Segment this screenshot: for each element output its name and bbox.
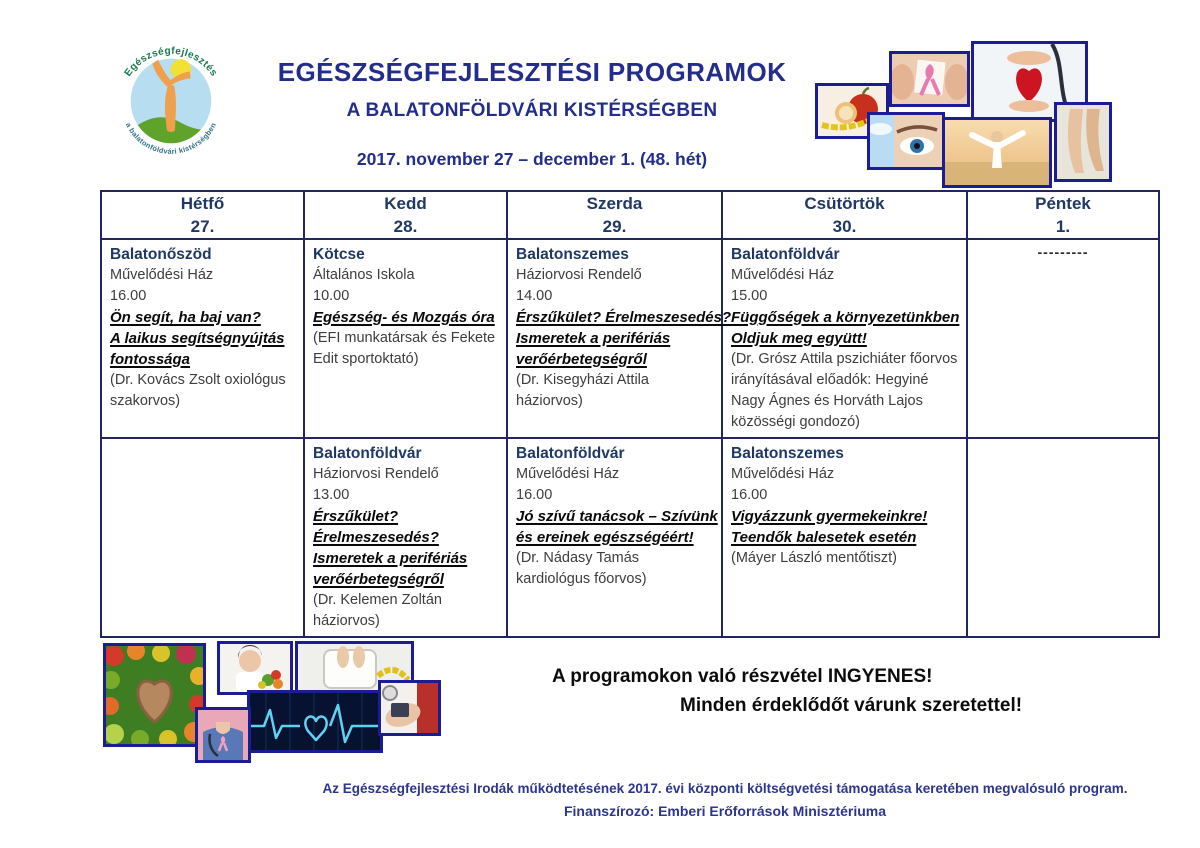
photo-blue-eye-icon <box>867 112 945 170</box>
photo-blood-pressure-icon <box>378 680 441 736</box>
title-block <box>232 57 832 170</box>
program-title-line: Egészség- és Mozgás óra <box>313 309 495 326</box>
program-title-line: Vigyázzunk gyermekeinkre! <box>731 508 928 525</box>
program-cell-tue-1 <box>304 239 507 438</box>
program-city: Kötcse <box>313 246 365 263</box>
program-cell-mon-1 <box>101 239 304 438</box>
col-header-tuesday: Kedd 28. <box>304 191 507 239</box>
program-title-line: Érszűkület? Érelmeszesedés? <box>516 309 732 326</box>
program-venue: Háziorvosi Rendelő <box>313 466 439 482</box>
health-promotion-logo <box>112 40 230 158</box>
program-title-line: Teendők balesetek esetén <box>731 529 917 546</box>
program-venue: Általános Iskola <box>313 267 415 283</box>
program-title-line: A laikus segítségnyújtás <box>110 330 285 347</box>
footer <box>250 781 1200 819</box>
financer-note: Finanszírozó: Emberi Erőforrások Minisztériuma <box>563 803 887 819</box>
program-presenter: (EFI munkatársak és Fekete Edit sportoktató) <box>313 330 496 367</box>
program-cell-wed-2 <box>507 438 722 637</box>
photo-woman-arms-outstretched-icon <box>942 117 1052 188</box>
program-title-line: és ereinek egészségéért! <box>516 529 694 546</box>
funding-note: Az Egészségfejlesztési Irodák működtetésének 2017. évi központi költségvetési támogatása keretében megvalósuló program. <box>322 781 1128 796</box>
program-venue: Művelődési Ház <box>731 466 835 482</box>
program-title-line: Érszűkület? <box>313 508 399 525</box>
program-row-2 <box>101 438 1159 637</box>
program-city: Balatonőszöd <box>110 246 212 263</box>
photo-ecg-heartbeat-icon <box>247 690 383 753</box>
program-title-line: Érelmeszesedés? <box>313 529 439 546</box>
table-header-row <box>101 191 1159 239</box>
top-photo-collage <box>813 38 1113 188</box>
program-city: Balatonszemes <box>516 246 629 263</box>
program-cell-thu-2 <box>722 438 967 637</box>
program-time: 16.00 <box>516 487 553 503</box>
program-cell-fri-2-empty <box>967 438 1159 637</box>
photo-vegetable-heart-icon <box>103 643 206 747</box>
program-cell-thu-1 <box>722 239 967 438</box>
date-range: 2017. november 27 – december 1. (48. hét) <box>356 149 708 169</box>
program-presenter: (Dr. Nádasy Tamás kardiológus főorvos) <box>516 550 647 587</box>
program-title-line: Függőségek a környezetünkben <box>731 309 960 326</box>
photo-bare-legs-icon <box>1054 102 1112 182</box>
program-presenter: (Dr. Kisegyházi Attila háziorvos) <box>516 372 649 409</box>
program-cell-tue-2 <box>304 438 507 637</box>
program-title-line: verőérbetegségről <box>313 571 444 588</box>
page-title: EGÉSZSÉGFEJLESZTÉSI PROGRAMOK <box>277 57 787 87</box>
program-time: 16.00 <box>110 288 147 304</box>
photo-nurse-pink-ribbon-icon <box>195 707 251 763</box>
photo-pink-ribbon-hands-icon <box>889 51 970 107</box>
free-participation-note: A programokon való részvétel INGYENES! <box>552 666 933 687</box>
program-time: 14.00 <box>516 288 553 304</box>
program-time: 16.00 <box>731 487 768 503</box>
col-header-thursday: Csütörtök 30. <box>722 191 967 239</box>
program-time: 13.00 <box>313 487 350 503</box>
program-time: 15.00 <box>731 288 768 304</box>
program-city: Balatonföldvár <box>516 445 625 462</box>
program-cell-mon-2-empty <box>101 438 304 637</box>
photo-woman-eating-healthy-icon <box>217 641 293 695</box>
col-header-friday: Péntek 1. <box>967 191 1159 239</box>
welcome-note: Minden érdeklődőt várunk szeretettel! <box>680 695 1023 716</box>
col-header-wednesday: Szerda 29. <box>507 191 722 239</box>
logo-text-top: Egészségfejlesztés <box>122 45 220 79</box>
program-city: Balatonszemes <box>731 445 844 462</box>
program-venue: Háziorvosi Rendelő <box>516 267 642 283</box>
program-presenter: (Máyer László mentőtiszt) <box>731 550 897 566</box>
program-presenter: (Dr. Grósz Attila pszichiáter főorvos irányításával előadók: Hegyiné Nagy Ágnes és Horváth Lajos közösségi gondozó) <box>731 351 958 430</box>
program-venue: Művelődési Ház <box>516 466 620 482</box>
program-table <box>100 190 1160 638</box>
program-city: Balatonföldvár <box>313 445 422 462</box>
col-header-monday: Hétfő 27. <box>101 191 304 239</box>
program-title-line: fontossága <box>110 351 191 368</box>
program-title-line: Ismeretek a perifériás <box>516 330 671 347</box>
page-subtitle: A BALATONFÖLDVÁRI KISTÉRSÉGBEN <box>346 100 718 121</box>
program-presenter: (Dr. Kelemen Zoltán háziorvos) <box>313 592 442 629</box>
program-cell-fri-1-empty: --------- <box>967 239 1159 438</box>
program-time: 10.00 <box>313 288 350 304</box>
program-title-line: Oldjuk meg együtt! <box>731 330 867 347</box>
program-city: Balatonföldvár <box>731 246 840 263</box>
program-venue: Művelődési Ház <box>110 267 214 283</box>
program-title-line: Jó szívű tanácsok – Szívünk <box>516 508 718 525</box>
program-cell-wed-1 <box>507 239 732 438</box>
program-title-line: Ismeretek a perifériás <box>313 550 468 567</box>
logo-text-bottom: a balatonföldvári kistérségben <box>124 121 218 156</box>
program-title-line: verőérbetegségről <box>516 351 647 368</box>
bottom-photo-collage <box>100 641 440 763</box>
program-row-1 <box>101 239 1159 438</box>
program-title-line: Ön segít, ha baj van? <box>110 309 261 326</box>
program-venue: Művelődési Ház <box>731 267 835 283</box>
program-presenter: (Dr. Kovács Zsolt oxiológus szakorvos) <box>110 372 286 409</box>
